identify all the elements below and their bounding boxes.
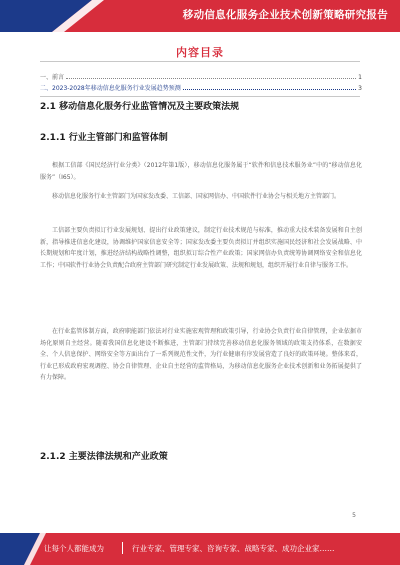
toc-item-1[interactable] [40, 72, 362, 81]
toc-item-label: 一、前言 [40, 74, 65, 81]
toc-top-rule [40, 61, 360, 62]
toc-item-page: 3 [358, 85, 362, 92]
report-footer [0, 533, 400, 565]
body-paragraph-2: 移动信息化服务行业主管部门为国家发改委、工信部、国家网信办、中国软件行业协会与相关地方主管部门。 [52, 193, 341, 200]
footer-divider [122, 542, 123, 554]
subsection-heading-2-1-1: 2.1.1 行业主管部门和监管体制 [40, 133, 168, 143]
report-header [0, 0, 400, 32]
page-number: 5 [352, 512, 356, 519]
toc-bottom-rule [40, 96, 360, 97]
footer-slogan: 让每个人都能成为 [44, 544, 104, 553]
toc-leader-dots [66, 77, 356, 79]
toc-item-label: 二、2023-2028年移动信息化服务行业发展趋势预测 [40, 85, 181, 92]
footer-roles: 行业专家、管理专家、咨询专家、战略专家、成功企业家…… [132, 544, 335, 553]
body-paragraph-4: 在行业监管体制方面，政府职能部门依法对行业实施宏观管理和政策引导，行业协会负责行业自律管理，企业依据市场化原则自主经营。随着我国信息化建设不断推进，主管部门持续完善移动信息化服务领域的政策支持体系，在数据安全、个人信息保护、网络安全等方面出台了一系列规范性文件，为行业健康有序发展营造了良好的政策环境。整体来看，行业已形成政府宏观调控、协会自律管理、企业自主经营的监管格局，为移动信息化服务企业技术创新和业务拓展提供了有力保障。 [40, 328, 362, 382]
body-paragraph-3: 工信部主要负责拟订行业发展规划、提出行业政策建议，制定行业技术规范与标准，推动重大技术装备发展和自主创新，指导推进信息化建设，协调维护国家信息安全等；国家发改委主要负责拟订并组织实施国民经济和社会发展战略、中长期规划和年度计划，推进经济结构战略性调整，组织拟订综合性产业政策；国家网信办负责统筹协调网络安全和信息化工作；中国软件行业协会负责配合政府主管部门研究制定行业发展政策、法规和规划，组织开展行业自律与服务工作。 [40, 227, 362, 269]
report-title: 移动信息化服务企业技术创新策略研究报告 [182, 9, 388, 21]
toc-leader-dots [183, 88, 356, 90]
body-paragraph-1: 根据工信部《国民经济行业分类》（2012年第1版），移动信息化服务属于“软件和信息技术服务业”中的“移动信息化服务”（I65）。 [40, 162, 362, 181]
section-heading: 2.1 移动信息化服务行业监管情况及主要政策法规 [40, 102, 240, 112]
toc-item-2[interactable] [40, 83, 362, 92]
toc-item-page: 1 [358, 74, 362, 81]
toc-title: 内容目录 [176, 46, 224, 59]
subsection-heading-2-1-2: 2.1.2 主要法律法规和产业政策 [40, 452, 168, 462]
